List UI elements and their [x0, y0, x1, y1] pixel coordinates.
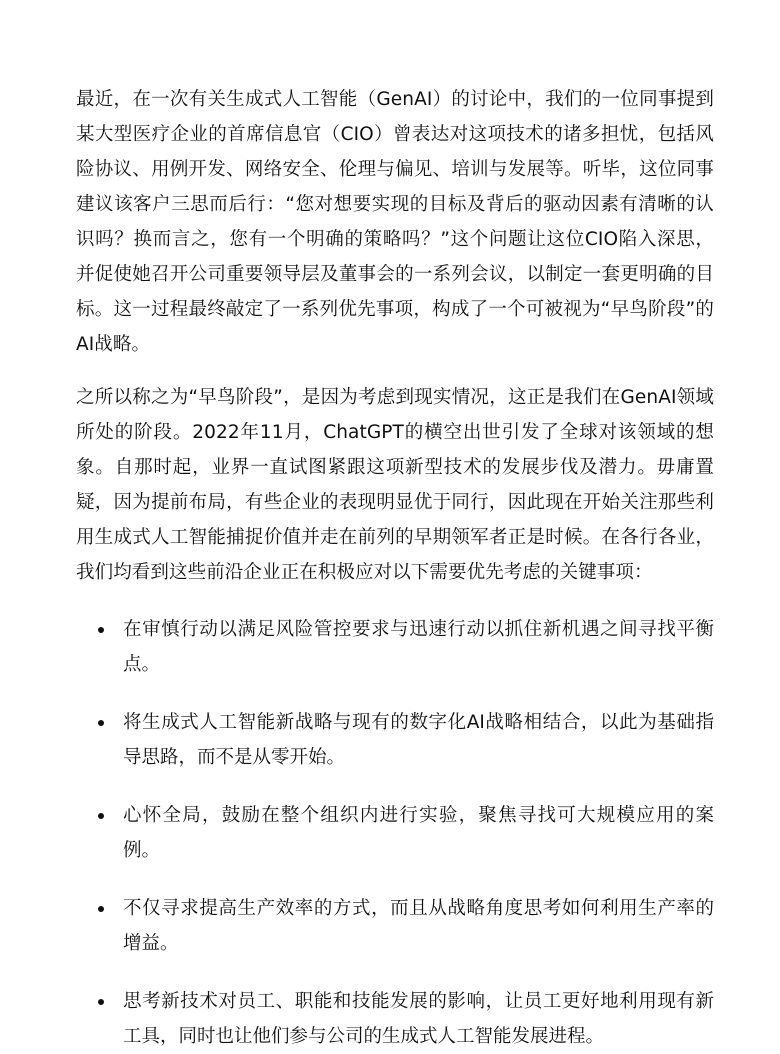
bullet-icon [98, 999, 104, 1005]
paragraph-intro: 最近，在一次有关生成式人工智能（GenAI）的讨论中，我们的一位同事提到某大型医疗企业的首席信息官（CIO）曾表达对这项技术的诸多担忧，包括风险协议、用例开发、网络安全、伦理与偏见、培训与发展等。听毕，这位同事建议该客户三思而后行：“您对想要实现的目标及背后的驱动因素有清晰的认识吗？换而言之，您有一个明确的策略吗？”这个问题让这位CIO陷入深思，并促使她召开公司重要领导层及董事会的一系列会议，以制定一套更明确的目标。这一过程最终敲定了一系列优先事项，构成了一个可被视为“早鸟阶段”的AI战略。 [76, 89, 714, 355]
list-item [76, 705, 714, 775]
bullet-icon [98, 720, 104, 726]
list-item-text: 将生成式人工智能新战略与现有的数字化AI战略相结合，以此为基础指导思路，而不是从零开始。 [123, 712, 714, 768]
bullet-icon [98, 906, 104, 912]
bullet-icon [98, 627, 104, 633]
list-item [76, 984, 714, 1054]
list-item [76, 891, 714, 961]
list-item [76, 612, 714, 682]
list-item-text: 在审慎行动以满足风险管控要求与迅速行动以抓住新机遇之间寻找平衡点。 [123, 619, 714, 675]
paragraph-early-bird: 之所以称之为“早鸟阶段”，是因为考虑到现实情况，这正是我们在GenAI领域所处的阶段。2022年11月，ChatGPT的横空出世引发了全球对该领域的想象。自那时起，业界一直试图紧跟这项新型技术的发展步伐及潜力。毋庸置疑，因为提前布局，有些企业的表现明显优于同行，因此现在开始关注那些利用生成式人工智能捕捉价值并走在前列的早期领军者正是时候。在各行各业，我们均看到这些前沿企业正在积极应对以下需要优先考虑的关键事项： [76, 387, 714, 583]
list-item [76, 798, 714, 868]
list-item-text: 不仅寻求提高生产效率的方式，而且从战略角度思考如何利用生产率的增益。 [123, 898, 714, 954]
priority-list [76, 612, 714, 1054]
list-item-text: 心怀全局，鼓励在整个组织内进行实验，聚焦寻找可大规模应用的案例。 [123, 805, 714, 861]
list-item-text: 思考新技术对员工、职能和技能发展的影响，让员工更好地利用现有新工具，同时也让他们参与公司的生成式人工智能发展进程。 [123, 991, 714, 1047]
bullet-icon [98, 813, 104, 819]
